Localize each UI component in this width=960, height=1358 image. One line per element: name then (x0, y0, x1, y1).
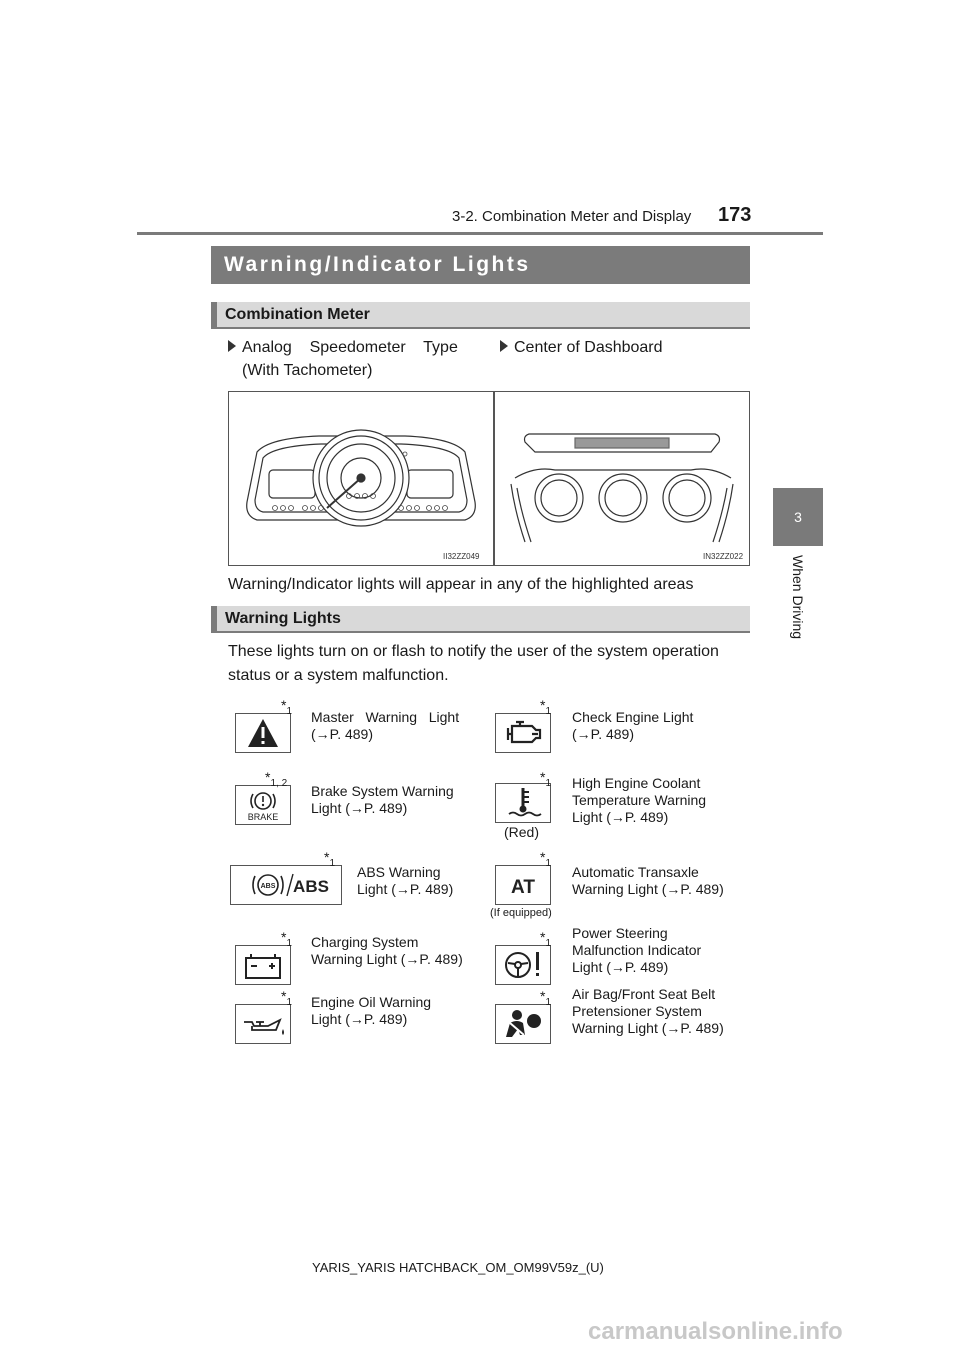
battery-charging-icon (235, 945, 291, 985)
svg-text:ABS: ABS (293, 877, 329, 896)
image-code-right: IN32ZZ022 (703, 552, 744, 561)
speedometer-cluster-drawing (229, 392, 493, 565)
master-warning-icon (235, 713, 291, 753)
svg-text:AT: AT (511, 877, 535, 898)
coolant-color-note: (Red) (504, 824, 540, 840)
footnote-mark-airbag: $*_1$ (540, 988, 552, 1008)
abs-warning-icon (230, 865, 342, 905)
dashboard-center-drawing (495, 392, 749, 565)
warning-intro-line1: These lights turn on or flash to notify the user of the system operation (228, 643, 719, 660)
oil-pressure-icon (235, 1004, 291, 1044)
warning-lights-heading: Warning Lights (211, 606, 750, 633)
footnote-mark-coolant: $*_1$ (540, 769, 552, 789)
meter-caption: Warning/Indicator lights will appear in any of the highlighted areas (228, 576, 694, 593)
bullet-center-label: Center of Dashboard (514, 339, 663, 356)
footnote-mark-brake: $*_{1, 2}$ (265, 769, 288, 789)
bullet-center-dashboard (500, 336, 663, 359)
warning-intro-line2: status or a system malfunction. (228, 667, 449, 684)
combination-meter-heading: Combination Meter (211, 302, 750, 329)
footnote-mark-abs: $*_1$ (324, 849, 336, 869)
bullet-analog-line2: (With Tachometer) (242, 362, 373, 379)
power-steering-label: Power Steering Malfunction Indicator Light (→P. 489) (572, 925, 702, 975)
bullet-analog-line1: Analog Speedometer Type (242, 339, 458, 356)
brake-warning-label: Brake System Warning Light (→P. 489) (311, 783, 454, 816)
bullet-analog-type (228, 336, 458, 359)
brake-warning-icon (235, 785, 291, 825)
at-equipped-note: (If equipped) (490, 907, 552, 919)
section-breadcrumb: 3-2. Combination Meter and Display (452, 208, 692, 225)
abs-warning-label: ABS Warning Light (→P. 489) (357, 864, 454, 897)
page-number: 173 (718, 204, 752, 226)
page-title (211, 246, 750, 284)
dashboard-center-illustration (494, 391, 750, 566)
power-steering-icon (495, 945, 551, 985)
footnote-mark-oil: $*_1$ (281, 988, 293, 1008)
check-engine-label: Check Engine Light (→P. 489) (572, 709, 694, 742)
chapter-tab: 3 (773, 488, 823, 546)
image-code-left: II32ZZ049 (443, 552, 480, 561)
bullet-arrow-icon (228, 340, 236, 352)
oil-warning-label: Engine Oil Warning Light (→P. 489) (311, 994, 432, 1027)
svg-text:ABS: ABS (260, 883, 276, 890)
svg-text:BRAKE: BRAKE (247, 812, 279, 822)
footnote-mark-master: $*_1$ (281, 697, 293, 717)
master-warning-label: Master Warning Light (→P. 489) (311, 709, 460, 742)
footnote-mark-at: $*_1$ (540, 849, 552, 869)
bullet-arrow-icon (500, 340, 508, 352)
airbag-seatbelt-icon (495, 1004, 551, 1044)
coolant-temp-icon (495, 783, 551, 823)
check-engine-icon (495, 713, 551, 753)
page-title-text: Warning/Indicator Lights (224, 253, 531, 276)
document-footer: YARIS_YARIS HATCHBACK_OM_OM99V59z_(U) (312, 1260, 604, 1275)
charging-warning-label: Charging System Warning Light (→P. 489) (311, 934, 463, 967)
automatic-transaxle-icon (495, 865, 551, 905)
header-rule (137, 232, 823, 235)
footnote-mark-steering: $*_1$ (540, 929, 552, 949)
watermark: carmanualsonline.info (588, 1318, 843, 1345)
footnote-mark-check-engine: $*_1$ (540, 697, 552, 717)
footnote-mark-charging: $*_1$ (281, 929, 293, 949)
at-warning-label: Automatic Transaxle Warning Light (→P. 489) (572, 864, 724, 897)
coolant-temp-label: High Engine Coolant Temperature Warning Light (→P. 489) (572, 775, 707, 825)
chapter-title: When Driving (790, 555, 806, 640)
airbag-warning-label: Air Bag/Front Seat Belt Pretensioner System Warning Light (→P. 489) (572, 986, 724, 1036)
analog-meter-illustration (228, 391, 494, 566)
